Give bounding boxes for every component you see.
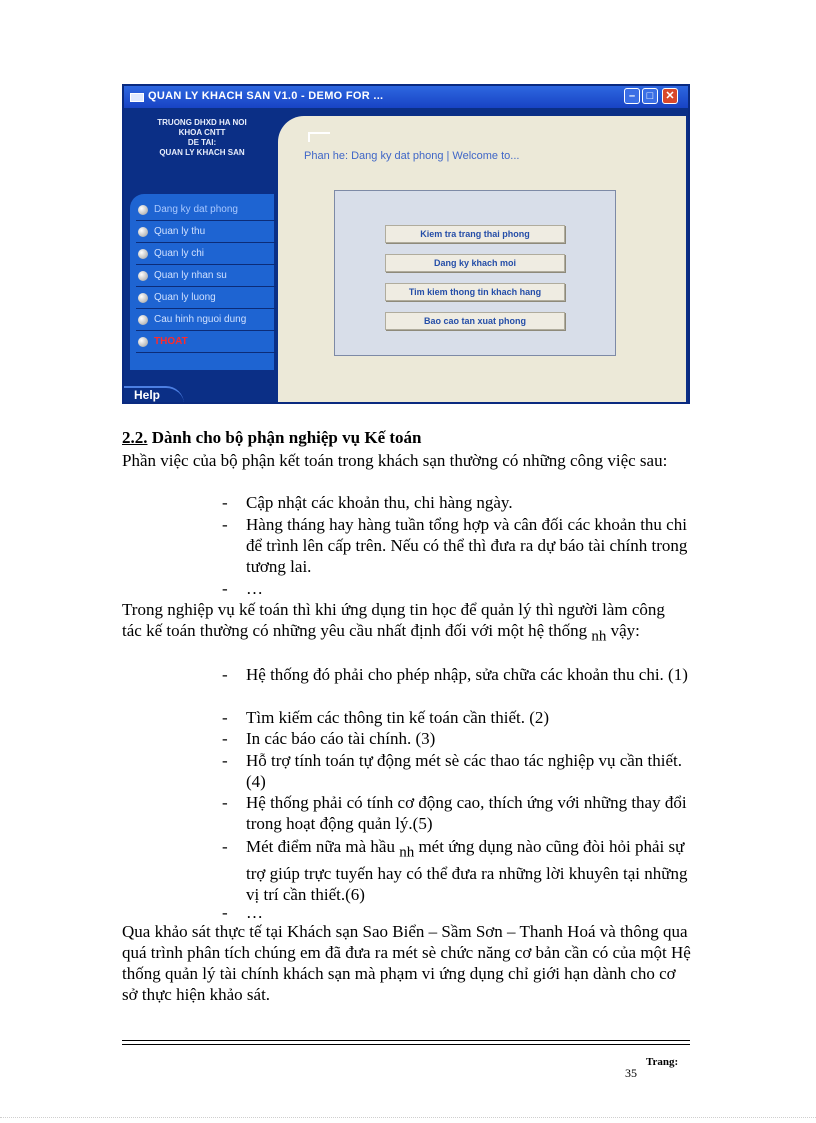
school-line: KHOA CNTT	[178, 128, 226, 137]
page-bottom-edge	[0, 1117, 816, 1118]
page-number: 35	[625, 1066, 637, 1080]
bullet-icon	[138, 293, 148, 303]
check-room-status-button[interactable]: Kiem tra trang thai phong	[385, 225, 565, 243]
list-text: Hệ thống phải có tính cơ động cao, thích ứng với những thay đổi trong hoạt động quản lý.(5)	[246, 793, 687, 833]
app-screenshot	[122, 84, 690, 404]
bullet-icon	[138, 227, 148, 237]
bullet-icon	[138, 271, 148, 281]
dash: -	[222, 515, 228, 534]
sidebar	[124, 108, 274, 404]
page-label: Trang:	[646, 1056, 679, 1068]
bullet-icon	[138, 315, 148, 325]
school-line: DE TAI:	[187, 138, 217, 147]
school-line: QUAN LY KHACH SAN	[159, 148, 245, 157]
list-text: Cập nhật các khoản thu, chi hàng ngày.	[246, 493, 513, 512]
list-text: Tìm kiếm các thông tin kế toán cần thiết. (2)	[246, 708, 550, 727]
window-title: QUAN LY KHACH SAN V1.0 - DEMO FOR ...	[148, 90, 384, 102]
menu-label: Cau hinh nguoi dung	[154, 314, 247, 325]
menu-item-quan-ly-thu[interactable]	[136, 222, 276, 243]
list-text: …	[246, 579, 263, 598]
dash: -	[222, 579, 228, 598]
button-panel	[334, 190, 616, 356]
help-button[interactable]: Help	[124, 386, 184, 404]
list-text: Hệ thống đó phải cho phép nhập, sửa chữa các khoản thu chi. (1)	[246, 665, 688, 684]
conclusion-paragraph: Qua khảo sát thực tế tại Khách sạn Sao Biển – Sầm Sơn – Thanh Hoá và thông qua quá trình phân tích chúng em đã đưa ra mét sè chức năng cơ bản cần có của một Hệ thống quản lý tài chính khách sạn mà phạm vi ứng dụng chỉ giới hạn dành cho cơ sở thực hiện khảo sát.	[122, 922, 691, 1004]
req6-sub: nh	[399, 844, 415, 861]
heading-text: Dành cho bộ phận nghiệp vụ Kế toán	[147, 428, 422, 447]
menu-label: Dang ky dat phong	[154, 204, 238, 215]
dash: -	[222, 751, 228, 770]
footer-rule	[122, 1044, 690, 1045]
menu-item-quan-ly-chi[interactable]	[136, 244, 276, 265]
footer-rule	[122, 1040, 690, 1041]
dash: -	[222, 708, 228, 727]
menu-label: THOAT	[154, 336, 188, 347]
group-title: Phan he: Dang ky dat phong | Welcome to...	[304, 150, 520, 162]
menu-label: Quan ly thu	[154, 226, 206, 237]
dash: -	[222, 903, 228, 922]
heading-number: 2.2.	[122, 428, 148, 447]
tab-corner	[308, 132, 330, 142]
window-titlebar[interactable]	[124, 86, 688, 108]
list-text: In các báo cáo tài chính. (3)	[246, 729, 436, 748]
school-info	[132, 118, 272, 158]
menu-label: Quan ly nhan su	[154, 270, 227, 281]
list-text: Hàng tháng hay hàng tuần tổng hợp và cân đối các khoản thu chi để trình lên cấp trên. Nếu có thể thì đưa ra dự báo tài chính trong tương lai.	[246, 515, 688, 576]
dash: -	[222, 665, 228, 684]
dash: -	[222, 493, 228, 512]
room-frequency-report-button[interactable]: Bao cao tan xuat phong	[385, 312, 565, 330]
menu-item-thoat[interactable]	[136, 332, 276, 353]
para2-end: vậy:	[606, 621, 640, 640]
menu-panel	[130, 194, 274, 370]
paragraph-2	[122, 599, 688, 647]
section-heading	[122, 428, 421, 448]
menu-label: Quan ly chi	[154, 248, 205, 259]
content-area	[278, 116, 686, 402]
register-guest-button[interactable]: Dang ky khach moi	[385, 254, 565, 272]
req6-rest: mét ứng dụng nào cũng đòi hỏi phải sự trợ giúp trực tuyến hay có thể đưa ra những lời khuyên tại những vị trí cần thiết.(6)	[246, 837, 688, 905]
dash: -	[222, 793, 228, 812]
menu-item-quan-ly-nhan-su[interactable]	[136, 266, 276, 287]
bullet-icon	[138, 337, 148, 347]
search-customer-button[interactable]: Tim kiem thong tin khach hang	[385, 283, 565, 301]
minimize-icon[interactable]: –	[624, 88, 640, 104]
intro-paragraph: Phần việc của bộ phận kết toán trong khách sạn thường có những công việc sau:	[122, 451, 668, 470]
list-text	[246, 836, 690, 905]
maximize-icon[interactable]: □	[642, 88, 658, 104]
req6-start: Mét điểm nữa mà hầu	[246, 837, 395, 856]
bullet-icon	[138, 205, 148, 215]
list-text: Hỗ trợ tính toán tự động mét sè các thao tác nghiệp vụ cần thiết.(4)	[246, 751, 682, 791]
list-text: …	[246, 903, 263, 922]
bullet-icon	[138, 249, 148, 259]
school-line: TRUONG DHXD HA NOI	[157, 118, 247, 127]
menu-label: Quan ly luong	[154, 292, 216, 303]
menu-item-dang-ky-dat-phong[interactable]	[136, 200, 276, 221]
dash: -	[222, 729, 228, 748]
para2-sub: nh	[591, 628, 607, 645]
menu-item-quan-ly-luong[interactable]	[136, 288, 276, 309]
window-icon	[130, 93, 144, 102]
dash: -	[222, 837, 228, 856]
para2-text: Trong nghiệp vụ kế toán thì khi ứng dụng tin học để quản lý thì người làm công tác kế toán thường có những yêu cầu nhất định đối với một hệ thống	[122, 600, 665, 640]
close-icon[interactable]: ✕	[662, 88, 678, 104]
menu-item-cau-hinh-nguoi-dung[interactable]	[136, 310, 276, 331]
